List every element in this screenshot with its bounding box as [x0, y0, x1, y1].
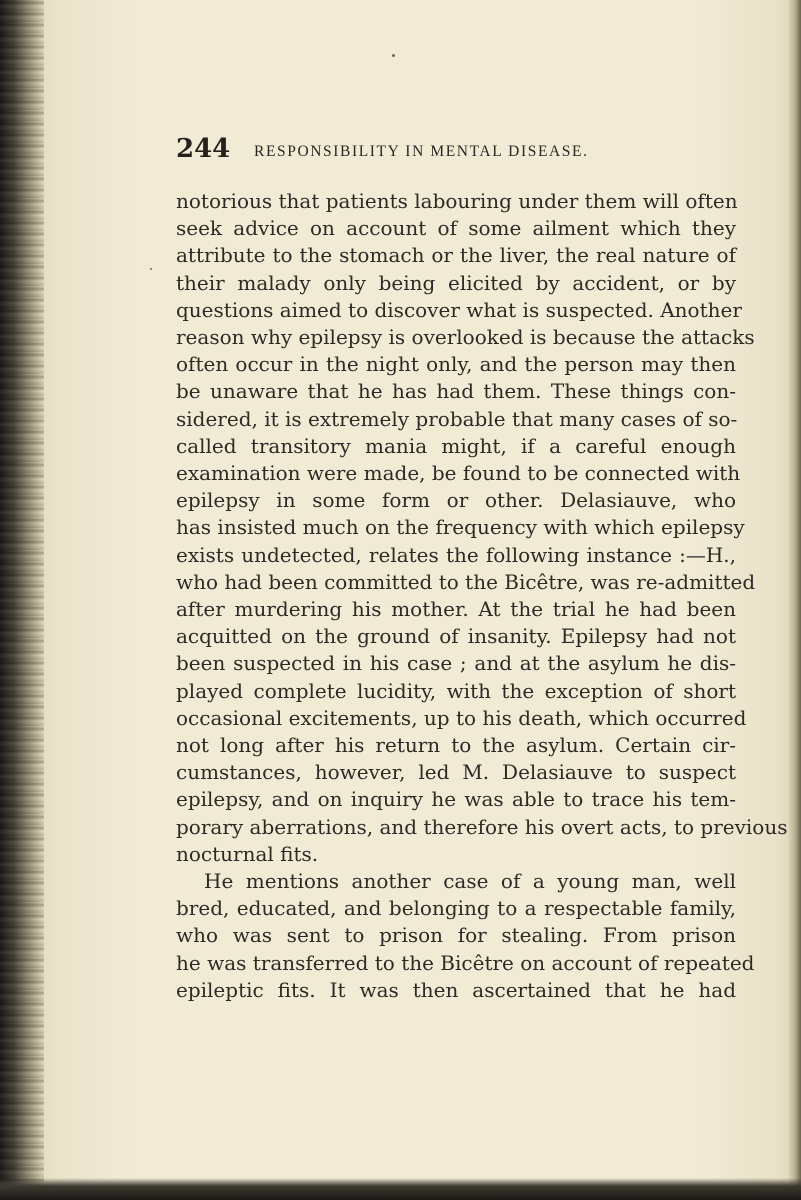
- text-line: attribute to the stomach or the liver, the real nature of: [176, 243, 736, 268]
- text-line: who was sent to prison for stealing. From prison: [176, 923, 736, 948]
- text-line: acquitted on the ground of insanity. Epilepsy had not: [176, 624, 736, 649]
- text-line: who had been committed to the Bicêtre, was re-admitted: [176, 569, 756, 594]
- text-line: exists undetected, relates the following instance :—H.,: [176, 542, 736, 567]
- text-line: been suspected in his case ; and at the asylum he dis-: [176, 651, 736, 676]
- text-line: be unaware that he has had them. These things con-: [176, 379, 736, 404]
- text-line: occasional excitements, up to his death, which occurred: [176, 705, 747, 730]
- page-number: 244: [176, 134, 231, 164]
- book-edge-bottom: [0, 1178, 801, 1200]
- text-line: bred, educated, and belonging to a respectable family,: [176, 896, 736, 921]
- paper-speck: [392, 54, 395, 57]
- text-line: questions aimed to discover what is suspected. Another: [176, 297, 742, 322]
- page-header: [176, 134, 696, 170]
- body-text: [176, 188, 788, 1004]
- text-line: notorious that patients labouring under them will often: [176, 189, 738, 213]
- text-line: called transitory mania might, if a careful enough: [176, 433, 736, 458]
- text-line: sidered, it is extremely probable that many cases of so-: [176, 406, 738, 431]
- text-line: he was transferred to the Bicêtre on account of repeated: [176, 950, 755, 975]
- book-edge-right: [787, 0, 801, 1200]
- text-line: reason why epilepsy is overlooked is because the attacks: [176, 325, 755, 350]
- text-line: played complete lucidity, with the exception of short: [176, 678, 736, 703]
- text-line: nocturnal fits.: [176, 841, 319, 866]
- running-head: RESPONSIBILITY IN MENTAL DISEASE.: [254, 143, 589, 160]
- paper-speck: [150, 268, 152, 270]
- text-line: their malady only being elicited by accident, or by: [176, 270, 736, 295]
- text-line: He mentions another case of a young man, well: [204, 869, 736, 894]
- text-line: often occur in the night only, and the person may then: [176, 352, 736, 377]
- text-line: porary aberrations, and therefore his overt acts, to previous: [176, 814, 788, 839]
- text-line: after murdering his mother. At the trial he had been: [176, 597, 736, 622]
- text-line: has insisted much on the frequency with which epilepsy: [176, 515, 745, 540]
- text-line: seek advice on account of some ailment which they: [176, 216, 736, 241]
- book-binding-left: [0, 0, 44, 1200]
- text-line: epileptic fits. It was then ascertained that he had: [176, 977, 736, 1002]
- text-line: not long after his return to the asylum. Certain cir-: [176, 733, 736, 758]
- text-line: cumstances, however, led M. Delasiauve to suspect: [176, 760, 736, 785]
- text-line: epilepsy in some form or other. Delasiauve, who: [176, 488, 736, 513]
- text-line: epilepsy, and on inquiry he was able to trace his tem-: [176, 787, 736, 812]
- text-line: examination were made, be found to be connected with: [176, 461, 741, 486]
